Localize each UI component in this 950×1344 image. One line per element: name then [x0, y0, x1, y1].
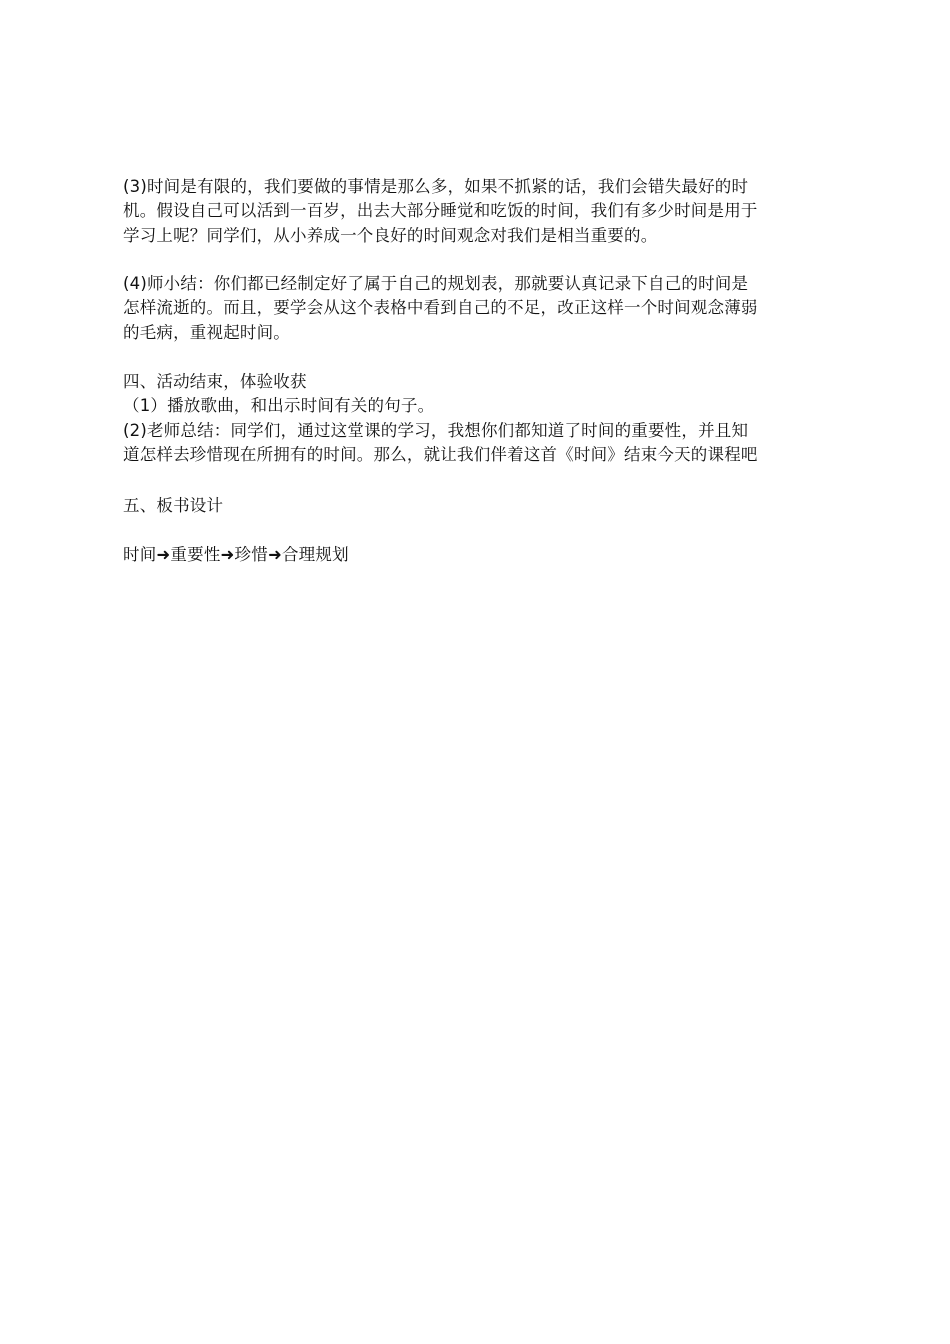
section-four-heading: 四、活动结束，体验收获 [123, 372, 307, 391]
board-design-block [123, 543, 829, 567]
board-design-text: 时间➜重要性➜珍惜➜合理规划 [123, 545, 349, 564]
section-four [123, 370, 829, 467]
section-four-item-1: （1）播放歌曲，和出示时间有关的句子。 [123, 396, 435, 416]
paragraph-4-line-3: 的毛病，重视起时间。 [123, 322, 290, 342]
paragraph-4-line-1: (4)师小结：你们都已经制定好了属于自己的规划表，那就要认真记录下自己的时间是 [123, 274, 749, 293]
section-four-item-2-line-2: 道怎样去珍惜现在所拥有的时间。那么，就让我们伴着这首《时间》结束今天的课程吧 [123, 444, 758, 464]
section-four-item-2-line-1: (2)老师总结：同学们，通过这堂课的学习，我想你们都知道了时间的重要性，并且知 [123, 420, 749, 440]
paragraph-3-line-2: 机。假设自己可以活到一百岁，出去大部分睡觉和吃饭的时间，我们有多少时间是用于 [123, 201, 758, 221]
paragraph-3 [123, 175, 829, 248]
section-five-heading-block [123, 494, 829, 518]
paragraph-3-line-3: 学习上呢？同学们，从小养成一个良好的时间观念对我们是相当重要的。 [123, 225, 658, 245]
paragraph-3-line-1: (3)时间是有限的，我们要做的事情是那么多，如果不抓紧的话，我们会错失最好的时 [123, 177, 749, 196]
paragraph-4 [123, 272, 829, 345]
section-five-heading: 五、板书设计 [123, 496, 224, 515]
paragraph-4-line-2: 怎样流逝的。而且，要学会从这个表格中看到自己的不足，改正这样一个时间观念薄弱 [123, 298, 758, 318]
